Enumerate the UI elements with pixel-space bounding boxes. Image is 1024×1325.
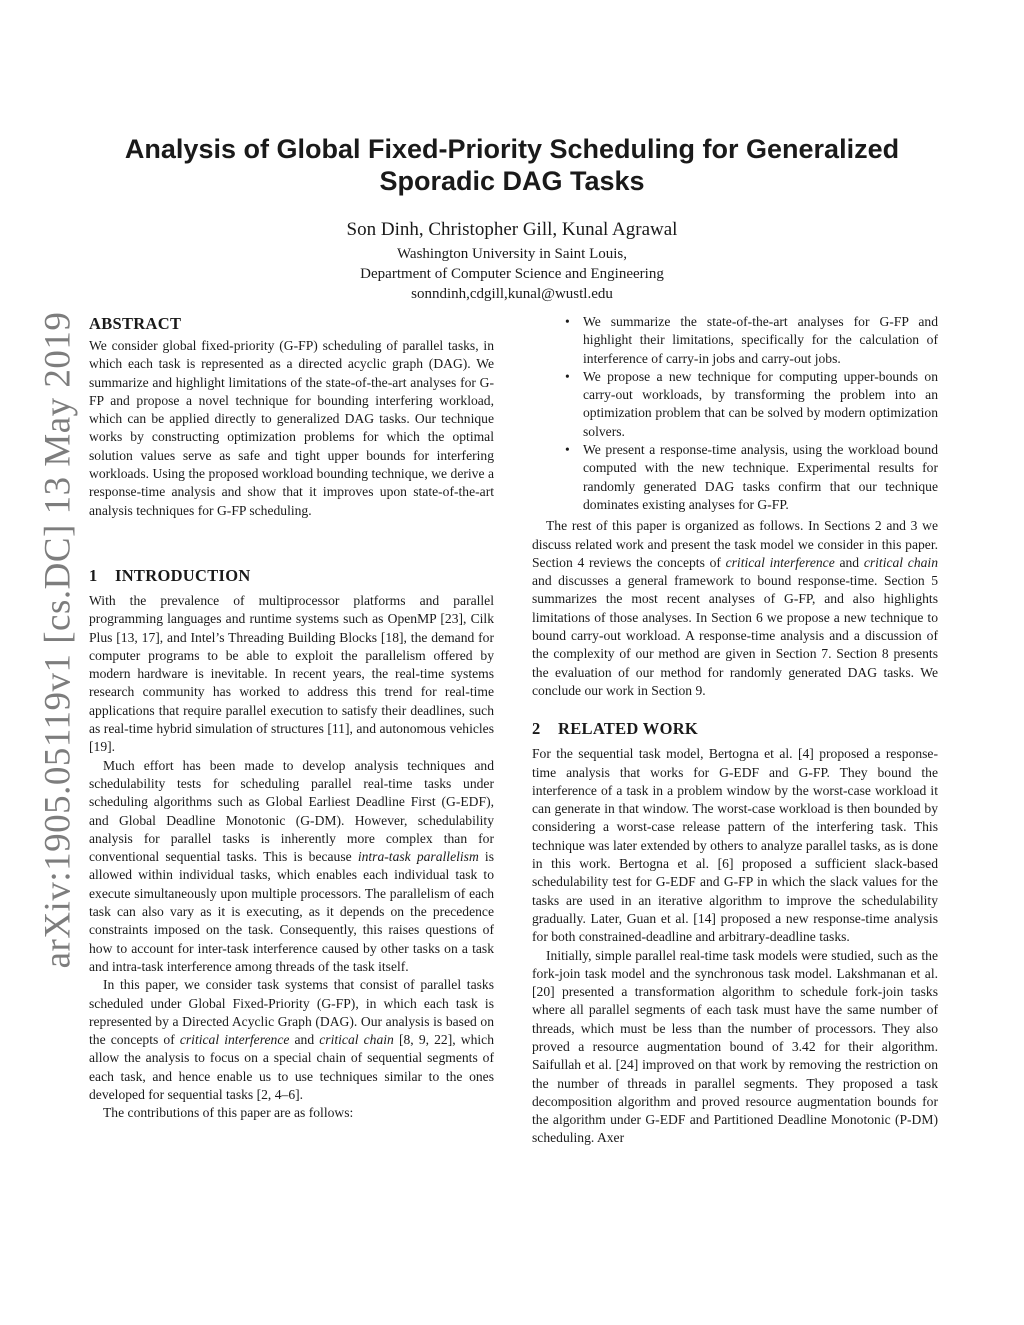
abstract-section xyxy=(89,313,494,520)
text-run: Much effort has been made to develop analysis techniques and schedulability tests for scheduling parallel real-time tasks under scheduling algorithms such as Global Earliest Deadline First (G-EDF), and Global Deadline Monotonic (G-DM). However, schedulability analysis for parallel tasks is inherently more complex than for conventional sequential tasks. This is because xyxy=(89,757,494,865)
left-column xyxy=(89,313,494,1123)
contributions-list xyxy=(532,313,938,514)
emphasis-text: critical chain xyxy=(319,1032,394,1048)
list-item xyxy=(532,441,938,514)
emphasis-text: intra-task parallelism xyxy=(357,849,479,865)
related-work-heading xyxy=(532,718,938,740)
text-run: is allowed within individual tasks, which enables each individual task to execute simultaneously upon multiple processors. The parallelism of each task can also vary as it is executing, as it depends on the precedence constraints imposed on the task. Consequently, this raises questions of how to account for inter-task interference caused by other tasks on a task and intra-task interference among threads of the task itself. xyxy=(89,849,494,974)
author-email: sonndinh,cdgill,kunal@wustl.edu xyxy=(411,286,613,302)
introduction-section xyxy=(89,565,494,1123)
text-run: and xyxy=(834,554,864,570)
contribution-text: We present a response-time analysis, using the workload bound computed with the new technique. Experimental results for randomly generated DAG tasks confirm that our technique dominates existing analyses for G-FP. xyxy=(583,442,938,512)
text-run: The rest of this paper is organized as follows. In Sections 2 and 3 we discuss related work and present the task model we consider in this paper. Section 4 reviews the concepts of xyxy=(532,518,938,570)
related-work-section xyxy=(532,718,938,1148)
emphasis-text: critical interference xyxy=(179,1032,290,1048)
text-run: and discusses a general framework to bound response-time. Section 5 summarizes the most recent analyses of G-FP, and also highlights limitations of those analyses. In Section 6 we propose a new technique to bound carry-out workload. A response-time analysis and a discussion of the complexity of our method are given in Section 7. Section 8 presents the evaluation of our method for randomly generated DAG tasks. We conclude our work in Section 9. xyxy=(532,573,938,698)
right-column xyxy=(532,313,938,1148)
list-item xyxy=(532,313,938,368)
section-number: 2 xyxy=(532,719,541,739)
affiliation-university: Washington University in Saint Louis, xyxy=(396,246,628,262)
bullet-icon: • xyxy=(565,314,570,329)
abstract-heading: ABSTRACT xyxy=(89,314,182,333)
text-run: In this paper, we consider task systems that consist of parallel tasks scheduled under Global Fixed-Priority (G-FP), in which each task is represented by a Directed Acyclic Graph (DAG). Our analysis is based on the concepts of xyxy=(89,977,494,1048)
bullet-icon: • xyxy=(565,368,570,384)
section-number: 1 xyxy=(89,565,98,585)
arxiv-identifier-text: arXiv:1905.05119v1 [cs.DC] 13 May 2019 xyxy=(37,311,79,969)
intro-paragraph-1: With the prevalence of multiprocessor platforms and parallel programming languages and runtime systems such as OpenMP [23], Cilk Plus [13, 17], and Intel’s Threading Building Blocks [18], the demand for computer programs to be able to exploit the parallelism offered by modern hardware is inevitable. In recent years, the real-time systems research community has worked to address this trend for real-time applications that require parallel execution to satisfy their deadlines, such as real-time hybrid simulation of structures [11], and autonomous vehicles [19]. xyxy=(89,592,494,755)
affiliation-department: Department of Computer Science and Engineering xyxy=(360,266,664,282)
related-paragraph-2: Initially, simple parallel real-time task models were studied, such as the fork-join task model and the synchronous task model. Lakshmanan et al. [20] presented a transformation algorithm to schedule fork-join tasks where all parallel segments of each task must have the same number of threads, which must be less than the number of processors. They also proved a resource augmentation bound of 3.42 for their algorithm. Saifullah et al. [24] improved on that work by removing the restriction on the number of threads in parallel segments. They proposed a task decomposition algorithm and proved resource augmentation bounds for the algorithm under G-EDF and Partitioned Deadline Monotonic (P-DM) scheduling. Axer xyxy=(532,947,938,1146)
organization-paragraph xyxy=(532,517,938,700)
text-run: [8, 9, 22], which allow the analysis to focus on a special chain of sequential segments of each task, and hence enable us to use techniques similar to the ones developed for sequential tasks [2, 4–6]. xyxy=(89,1032,494,1102)
list-item xyxy=(532,368,938,441)
section-title: RELATED WORK xyxy=(558,719,699,739)
emphasis-text: critical chain xyxy=(863,554,938,570)
emphasis-text: critical interference xyxy=(725,554,835,570)
bullet-icon: • xyxy=(565,442,570,458)
intro-paragraph-3 xyxy=(89,976,494,1104)
introduction-heading xyxy=(89,565,494,587)
related-paragraph-1: For the sequential task model, Bertogna et al. [4] proposed a response-time analysis that works for G-EDF and G-FP. They bound the interference of a task in a problem window by the worst-case workload it can generate in that window. The worst-case workload is then bounded by considering a worst-case release pattern of the interfering task. This technique was later extended by others to analyze parallel tasks, as is done in this work. Bertogna et al. [6] proposed a sufficient slack-based schedulability test for G-EDF and G-FP in which the slack values for the tasks are used in an iterative algorithm to improve the schedulability gradually. Later, Guan et al. [14] proposed a new response-time analysis for both constrained-deadline and arbitrary-deadline tasks. xyxy=(532,746,938,945)
text-run: and xyxy=(289,1032,320,1048)
contribution-text: We propose a new technique for computing upper-bounds on carry-out workloads, by transforming the problem into an optimization problem that can be solved by modern optimization solvers. xyxy=(583,368,938,439)
intro-paragraph-4: The contributions of this paper are as follows: xyxy=(103,1105,354,1121)
paper-title: Analysis of Global Fixed-Priority Scheduling for Generalized Sporadic DAG Tasks xyxy=(124,134,900,196)
author-block xyxy=(200,218,824,304)
abstract-text: We consider global fixed-priority (G-FP) scheduling of parallel tasks, in which each task is represented as a directed acyclic graph (DAG). We summarize and highlight limitations of the state-of-the-art analyses for G-FP and propose a novel technique for bounding interfering workload, which can be applied directly to generalized DAG tasks. Our technique works by constructing optimization problems for which the optimal solution values serve as safe and tight upper bounds for interfering workloads. Using the proposed workload bounding technique, we derive a response-time analysis and show that it improves upon state-of-the-art analysis techniques for G-FP scheduling. xyxy=(89,338,494,518)
section-title: INTRODUCTION xyxy=(115,565,251,585)
author-names: Son Dinh, Christopher Gill, Kunal Agrawal xyxy=(346,219,678,240)
intro-paragraph-2 xyxy=(89,757,494,977)
contribution-text: We summarize the state-of-the-art analyses for G-FP and highlight their limitations, specifically for the calculation of interference of carry-in jobs and carry-out jobs. xyxy=(583,314,938,366)
